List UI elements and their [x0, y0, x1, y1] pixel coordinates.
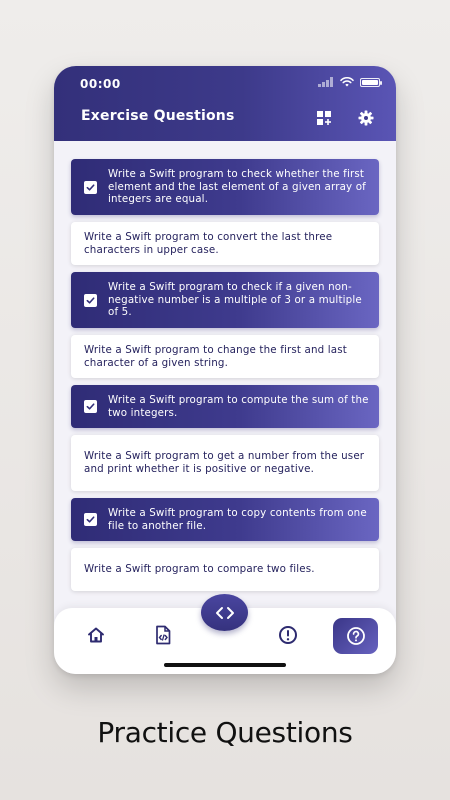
battery-icon: [360, 78, 380, 87]
nav-help-button[interactable]: [333, 618, 378, 654]
question-text: Write a Swift program to get a number from the user and print whether it is positive or negative.: [84, 450, 365, 475]
promo-caption: Practice Questions: [97, 716, 353, 749]
checkmark-icon: [86, 183, 95, 192]
code-file-icon: [154, 625, 172, 645]
add-grid-icon: [316, 110, 332, 126]
code-brackets-icon: [215, 606, 235, 620]
gear-icon: [358, 110, 374, 126]
checkmark-icon: [86, 296, 95, 305]
home-indicator[interactable]: [164, 663, 286, 667]
question-card[interactable]: [71, 548, 379, 591]
checkbox-checked[interactable]: [84, 513, 97, 526]
settings-button[interactable]: [355, 107, 377, 129]
page-title: Exercise Questions: [81, 108, 235, 124]
help-icon: [346, 626, 366, 646]
question-card[interactable]: [71, 272, 379, 328]
question-card[interactable]: [71, 498, 379, 541]
checkbox-checked[interactable]: [84, 181, 97, 194]
checkmark-icon: [86, 402, 95, 411]
question-card[interactable]: [71, 159, 379, 215]
nav-alert-button[interactable]: [273, 620, 303, 650]
question-text: Write a Swift program to convert the last three characters in upper case.: [84, 230, 333, 256]
question-card[interactable]: [71, 435, 379, 491]
code-fab-button[interactable]: [201, 594, 248, 631]
app-header: [54, 66, 396, 141]
question-text: Write a Swift program to copy contents from one file to another file.: [108, 506, 367, 532]
question-text: Write a Swift program to compare two files.: [84, 563, 315, 576]
question-text: Write a Swift program to check whether the first element and the last element of a given array of integers are equal.: [108, 168, 366, 206]
status-time: 00:00: [80, 77, 121, 91]
home-icon: [87, 626, 105, 644]
wifi-icon: [340, 77, 354, 87]
checkbox-checked[interactable]: [84, 294, 97, 307]
alert-icon: [278, 625, 298, 645]
question-text: Write a Swift program to compute the sum of the two integers.: [108, 393, 369, 419]
checkbox-checked[interactable]: [84, 400, 97, 413]
nav-code-file-button[interactable]: [148, 620, 178, 650]
add-grid-button[interactable]: [313, 107, 335, 129]
question-card[interactable]: [71, 385, 379, 428]
signal-icon: [318, 77, 334, 87]
question-card[interactable]: [71, 335, 379, 378]
checkmark-icon: [86, 515, 95, 524]
status-icons: [318, 77, 380, 87]
question-card[interactable]: [71, 222, 379, 265]
nav-home-button[interactable]: [81, 620, 111, 650]
question-text: Write a Swift program to change the first and last character of a given string.: [84, 343, 347, 369]
question-text: Write a Swift program to check if a given non-negative number is a multiple of 3 or a multiple of 5.: [108, 281, 362, 319]
phone-frame: [54, 66, 396, 674]
